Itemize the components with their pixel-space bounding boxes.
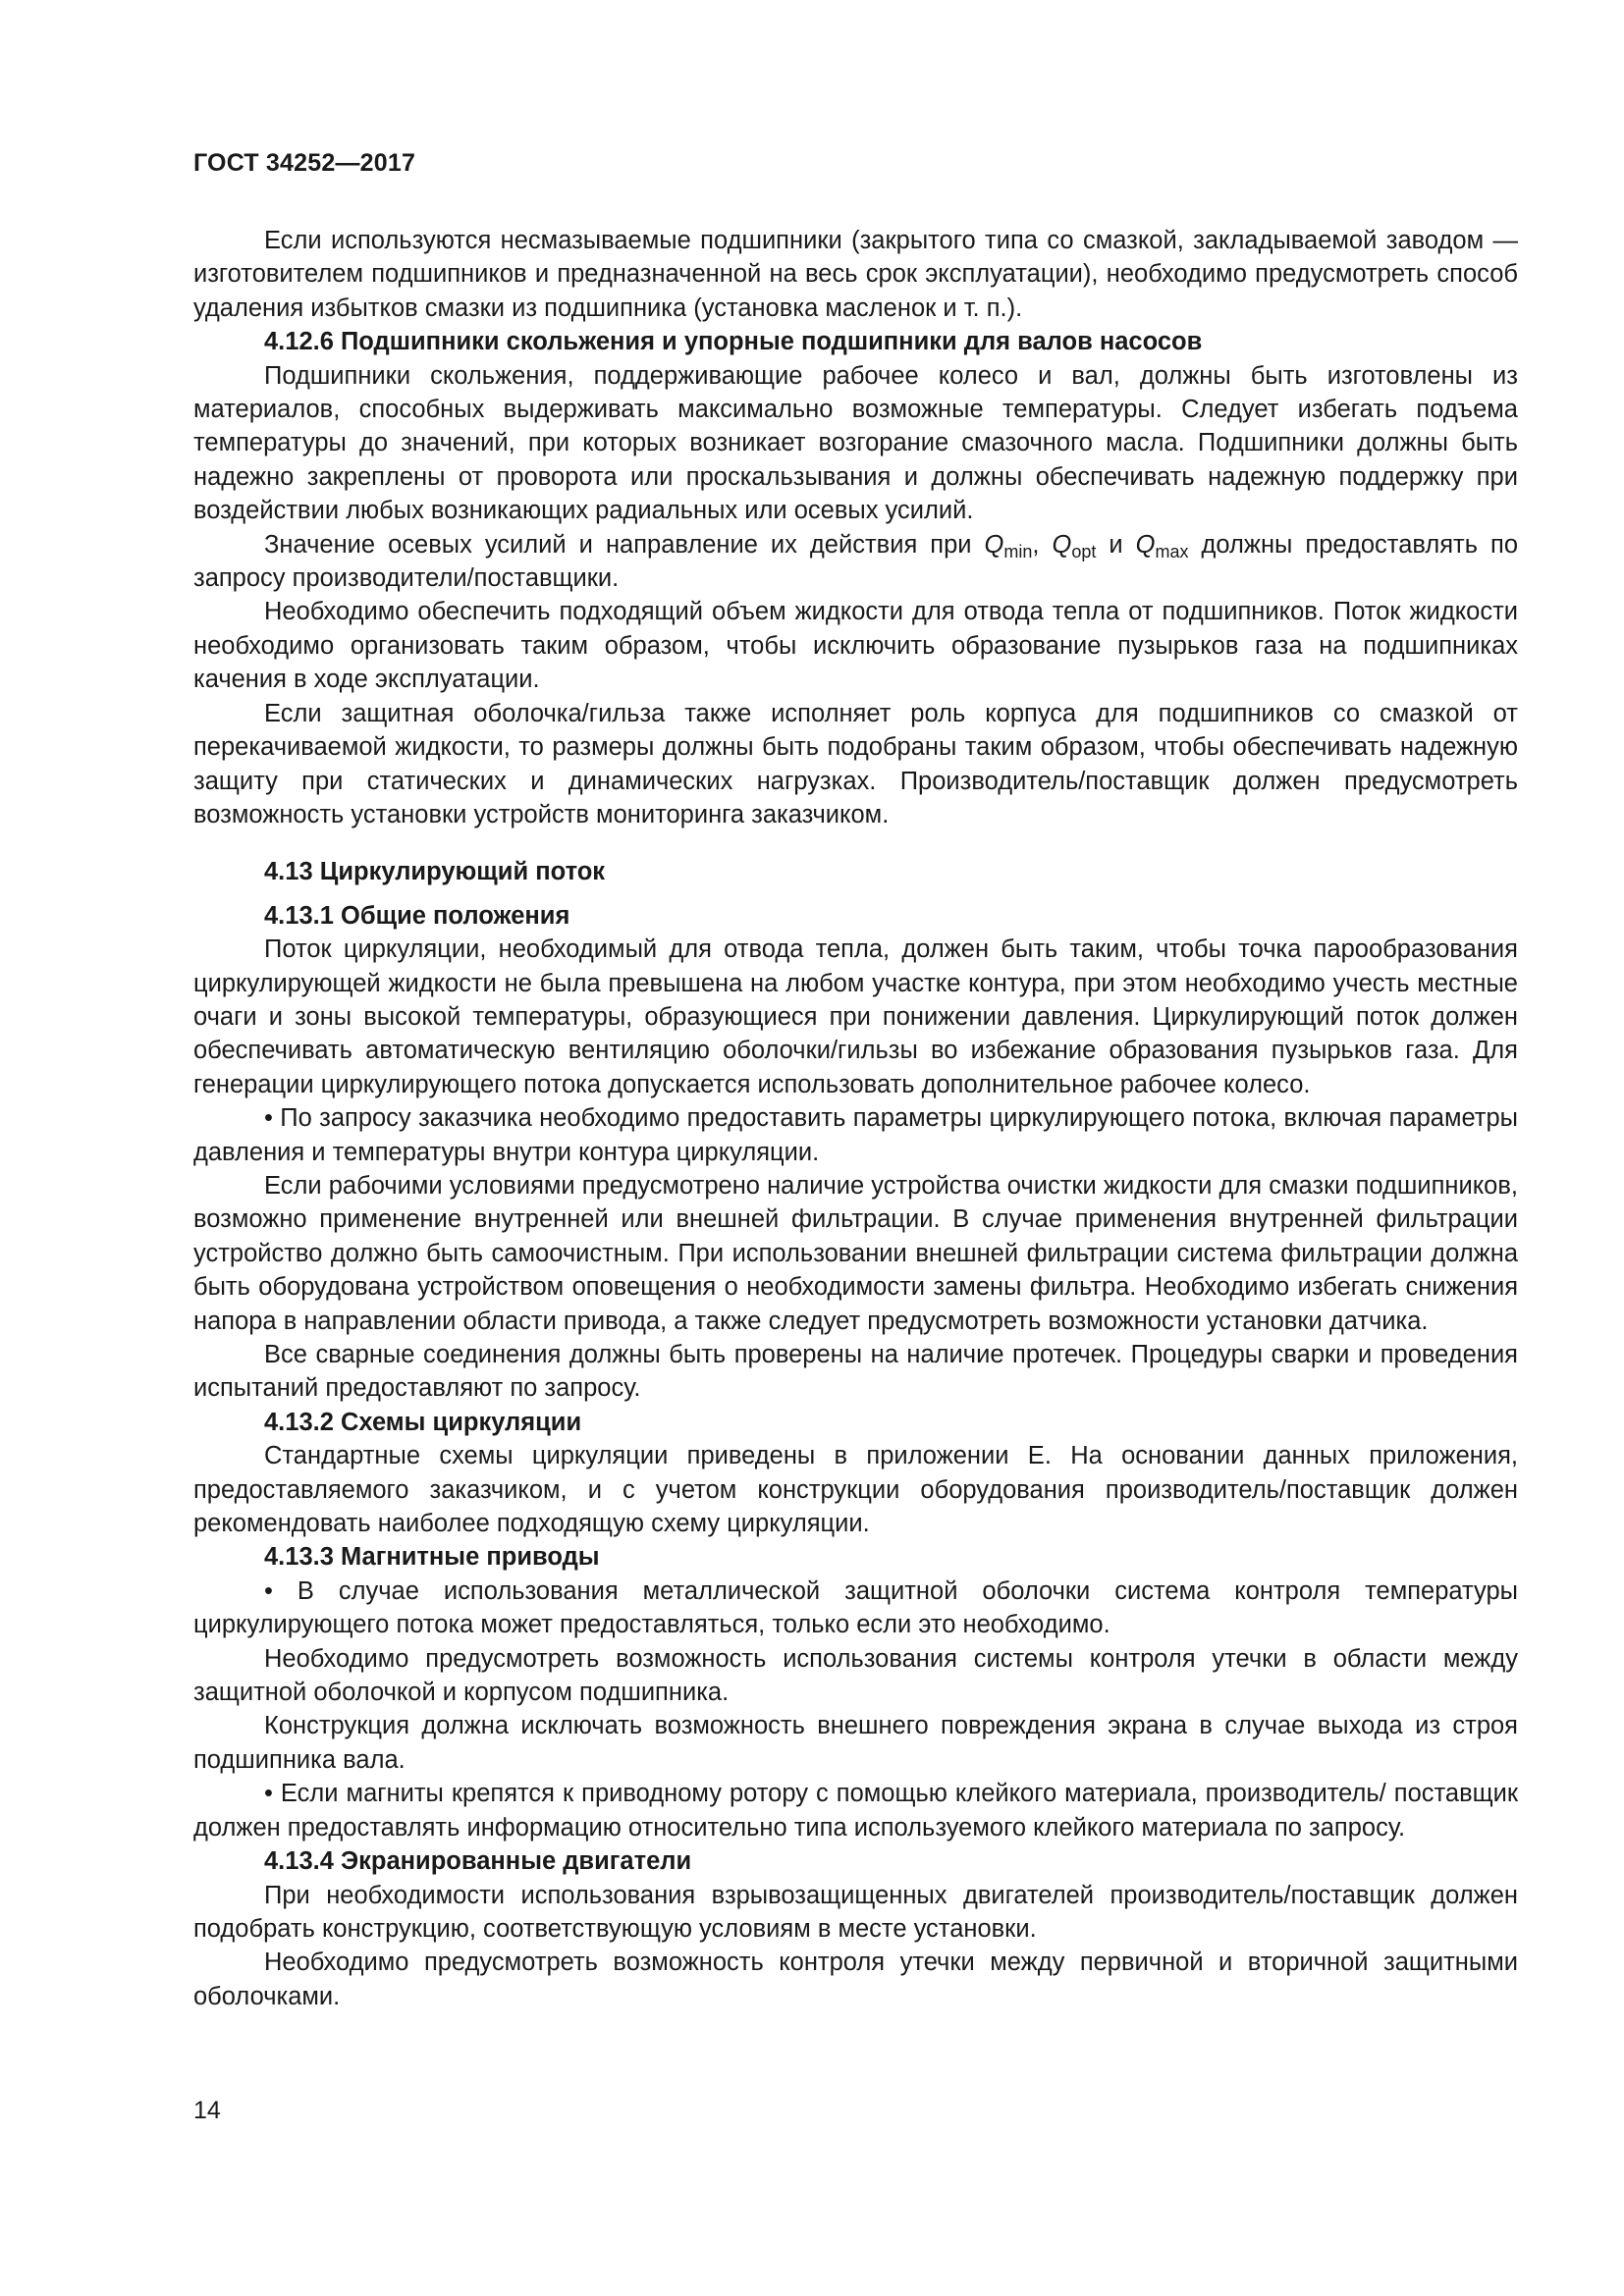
- paragraph: Конструкция должна исключать возможность внешнего повреждения экрана в случае выхода из строя подшипника вала.: [193, 1712, 1518, 1774]
- bullet-paragraph: • По запросу заказчика необходимо предоставить параметры циркулирующего потока, включая параметры давления и температуры внутри контура циркуляции.: [193, 1104, 1518, 1166]
- paragraph: Необходимо предусмотреть возможность использования системы контроля утечки в области между защитной оболочкой и корпусом подшипника.: [193, 1644, 1518, 1707]
- q-opt-subscript: opt: [1071, 541, 1097, 561]
- bullet-paragraph: • В случае использования металлической защитной оболочки система контроля температуры циркулирующего потока может предоставляться, только если это необходимо.: [193, 1576, 1518, 1639]
- text-run: Значение осевых усилий и направление их действия при: [264, 530, 985, 559]
- paragraph-axial-forces: [193, 528, 1518, 596]
- q-symbol: Q: [1135, 530, 1156, 559]
- separator: и: [1096, 530, 1136, 559]
- q-symbol: Q: [984, 530, 1004, 559]
- paragraph: При необходимости использования взрывозащищенных двигателей производитель/поставщик должен подобрать конструкцию, соответствующую условиям в месте установки.: [193, 1881, 1518, 1943]
- paragraph: Если рабочими условиями предусмотрено наличие устройства очистки жидкости для смазки подшипников, возможно применение внутренней или внешней фильтрации. В случае применения внутренней фильтрации устройство должно быть самоочистным. При использовании внешней фильтрации система фильтрации должна быть оборудована устройством оповещения о необходимости замены фильтра. Необходимо избегать снижения напора в направлении области привода, а также следует предусмотреть возможности установки датчика.: [193, 1171, 1518, 1335]
- section-heading-4-13: 4.13 Циркулирующий поток: [264, 858, 606, 886]
- section-heading-4-13-2: 4.13.2 Схемы циркуляции: [264, 1408, 582, 1436]
- bullet-paragraph: • Если магниты крепятся к приводному ротору с помощью клейкого материала, производитель/ поставщик должен предоставлять информацию относительно типа используемого клейкого материала по запросу.: [193, 1780, 1518, 1842]
- q-symbol: Q: [1052, 530, 1072, 559]
- paragraph: Подшипники скольжения, поддерживающие рабочее колесо и вал, должны быть изготовлены из материалов, способных выдерживать максимально возможные температуры. Следует избегать подъема температуры до значений, при которых возникает возгорание смазочного масла. Подшипники должны быть надежно закреплены от проворота или проскальзывания и должны обеспечивать надежную поддержку при воздействии любых возникающих радиальных или осевых усилий.: [193, 361, 1518, 525]
- text-run: должны предоставлять по запросу производители/поставщики.: [193, 530, 1519, 593]
- section-heading-4-13-4: 4.13.4 Экранированные двигатели: [264, 1847, 692, 1876]
- paragraph: Необходимо обеспечить подходящий объем жидкости для отвода тепла от подшипников. Поток жидкости необходимо организовать таким образом, чтобы исключить образование пузырьков газа на подшипниках качения в ходе эксплуатации.: [193, 598, 1518, 694]
- section-heading-4-13-3: 4.13.3 Магнитные приводы: [264, 1543, 600, 1572]
- section-heading-4-12-6: 4.12.6 Подшипники скольжения и упорные подшипники для валов насосов: [264, 328, 1203, 356]
- page-number: 14: [193, 2097, 221, 2124]
- q-max-subscript: max: [1155, 541, 1189, 561]
- paragraph: Если используются несмазываемые подшипники (закрытого типа со смазкой, закладываемой заводом — изготовителем подшипников и предназначенной на весь срок эксплуатации), необходимо предусмотреть способ удаления избытков смазки из подшипника (установка масленок и т. п.).: [193, 227, 1518, 322]
- paragraph: Если защитная оболочка/гильза также исполняет роль корпуса для подшипников со смазкой от перекачиваемой жидкости, то размеры должны быть подобраны таким образом, чтобы обеспечивать надежную защиту при статических и динамических нагрузках. Производитель/поставщик должен предусмотреть возможность установки устройств мониторинга заказчиком.: [193, 699, 1518, 828]
- paragraph: Необходимо предусмотреть возможность контроля утечки между первичной и вторичной защитными оболочками.: [193, 1949, 1518, 2010]
- paragraph: Все сварные соединения должны быть проверены на наличие протечек. Процедуры сварки и проведения испытаний предоставляют по запросу.: [193, 1341, 1518, 1403]
- document-header: ГОСТ 34252—2017: [193, 149, 416, 177]
- section-heading-4-13-1: 4.13.1 Общие положения: [264, 901, 570, 930]
- separator: ,: [1032, 530, 1053, 559]
- paragraph: Стандартные схемы циркуляции приведены в приложении Е. На основании данных приложения, предоставляемого заказчиком, и с учетом конструкции оборудования производитель/поставщик должен рекомендовать наиболее подходящую схему циркуляции.: [193, 1442, 1518, 1538]
- q-min-subscript: min: [1003, 541, 1033, 561]
- paragraph: Поток циркуляции, необходимый для отвода тепла, должен быть таким, чтобы точка парообразования циркулирующей жидкости не была превышена на любом участке контура, при этом необходимо учесть местные очаги и зоны высокой температуры, образующиеся при понижении давления. Циркулирующий поток должен обеспечивать автоматическую вентиляцию оболочки/гильзы во избежание образования пузырьков газа. Для генерации циркулирующего потока допускается использовать дополнительное рабочее колесо.: [193, 935, 1518, 1098]
- document-body: [193, 224, 1518, 2013]
